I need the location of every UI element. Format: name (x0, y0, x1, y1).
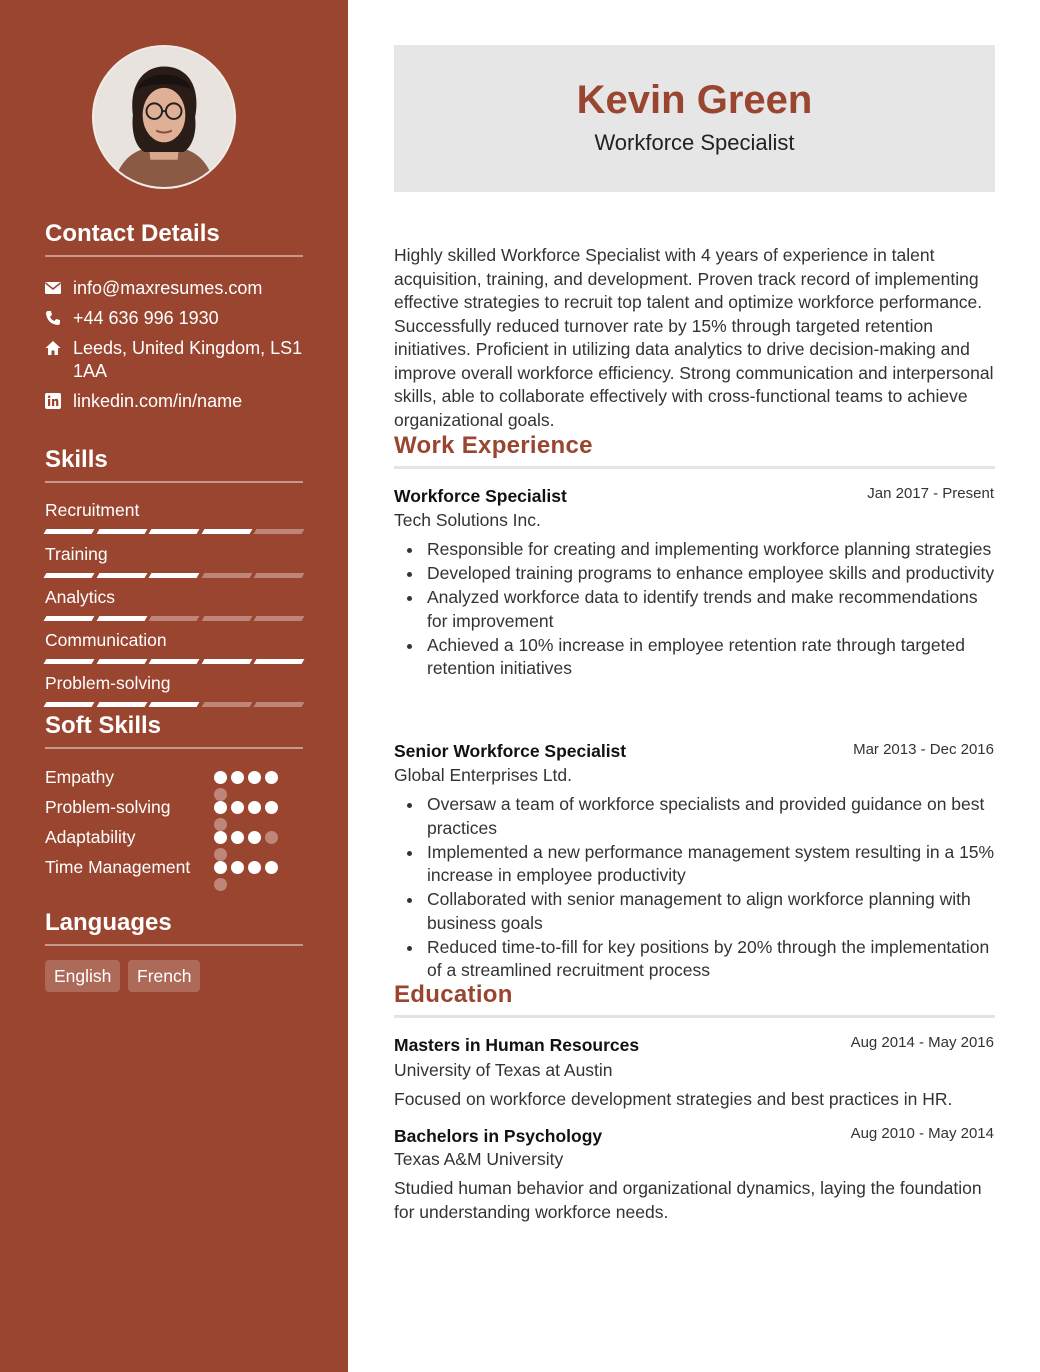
school-name: University of Texas at Austin (394, 1060, 613, 1080)
rating-dot (214, 861, 227, 874)
skill-level-segment (149, 702, 199, 707)
rating-dot (231, 861, 244, 874)
job-bullet: Developed training programs to enhance employee skills and productivity (394, 562, 995, 586)
skill-level-segment (44, 573, 94, 578)
degree-title: Masters in Human Resources (394, 1035, 640, 1055)
soft-skill-row (45, 796, 305, 819)
skill-level-segment (201, 573, 251, 578)
languages-heading: Languages (45, 910, 303, 946)
contact-email[interactable] (45, 277, 305, 300)
degree-dates: Aug 2010 - May 2014 (850, 1125, 994, 1142)
skill-level-segment (96, 659, 146, 664)
home-icon (45, 337, 73, 356)
work-experience-heading: Work Experience (394, 433, 995, 469)
job-dates: Jan 2017 - Present (867, 485, 994, 502)
soft-skill-name: Problem-solving (45, 797, 171, 817)
soft-skill-name: Empathy (45, 767, 115, 787)
language-badge-french: French (128, 960, 200, 992)
rating-dot (265, 831, 278, 844)
skill-level-segment (254, 573, 304, 578)
skill-level-segment (149, 573, 199, 578)
skill-level-segment (254, 616, 304, 621)
skill-level-segment (149, 529, 199, 534)
skill-level-segment (96, 702, 146, 707)
skill-name: Recruitment (45, 500, 140, 520)
skill-name: Problem-solving (45, 673, 171, 693)
skill-name: Communication (45, 630, 167, 650)
profile-photo (92, 45, 236, 189)
skill-level-bar (45, 529, 303, 534)
address-text: Leeds, United Kingdom, LS1 1AA (73, 338, 303, 381)
rating-dot (214, 831, 227, 844)
job-company: Tech Solutions Inc. (394, 510, 541, 530)
skill-level-bar (45, 659, 303, 664)
soft-skill-row (45, 826, 305, 849)
skill-level-segment (201, 702, 251, 707)
name-header (394, 45, 995, 192)
linkedin-text: linkedin.com/in/name (73, 391, 243, 411)
rating-dot (214, 878, 227, 891)
degree-description: Focused on workforce development strategies and best practices in HR. (394, 1089, 953, 1109)
soft-skill-row (45, 856, 305, 879)
rating-dot (248, 771, 261, 784)
phone-icon (45, 307, 73, 326)
soft-skills-heading: Soft Skills (45, 713, 303, 749)
contact-address (45, 337, 305, 383)
job-bullet: Responsible for creating and implementing workforce planning strategies (394, 538, 995, 562)
contact-phone[interactable] (45, 307, 305, 330)
summary-text: Highly skilled Workforce Specialist with 4 years of experience in talent acquisition, training, and development. Proven track record of implementing effective strategies to recruit top talent and optimize workforce performance. Successfully reduced turnover rate by 15% through targeted retention initiatives. Proficient in utilizing data analytics to drive decision-making and improve overall workforce efficiency. Strong communication and interpersonal skills, able to collaborate effectively with cross-functional teams to achieve organizational goals. (394, 245, 994, 430)
job-bullet: Reduced time-to-fill for key positions by 20% through the implementation of a streamlined recruitment process (394, 936, 995, 983)
skill-level-segment (44, 529, 94, 534)
skill-level-segment (96, 529, 146, 534)
candidate-role: Workforce Specialist (594, 130, 795, 155)
skill-level-segment (201, 659, 251, 664)
job-company: Global Enterprises Ltd. (394, 765, 573, 785)
skill-level-segment (96, 616, 146, 621)
job-title: Senior Workforce Specialist (394, 741, 627, 761)
rating-dot (214, 771, 227, 784)
skill-level-segment (254, 529, 304, 534)
rating-dot (248, 861, 261, 874)
rating-dot (265, 801, 278, 814)
soft-skill-rating (214, 861, 290, 891)
rating-dot (248, 831, 261, 844)
skill-level-bar (45, 616, 303, 621)
skill-level-segment (44, 616, 94, 621)
degree-title: Bachelors in Psychology (394, 1126, 603, 1146)
job-bullets (394, 538, 995, 681)
skill-level-segment (254, 659, 304, 664)
skill-level-segment (201, 529, 251, 534)
school-name: Texas A&M University (394, 1149, 564, 1169)
soft-skill-name: Adaptability (45, 827, 136, 847)
language-badge-english: English (45, 960, 120, 992)
skill-level-segment (96, 573, 146, 578)
contact-heading: Contact Details (45, 221, 303, 257)
candidate-name: Kevin Green (576, 78, 813, 122)
skill-name: Analytics (45, 587, 116, 607)
rating-dot (248, 801, 261, 814)
job-bullet: Analyzed workforce data to identify trends and make recommendations for improvement (394, 586, 995, 633)
job-bullet: Implemented a new performance management system resulting in a 15% increase in employee productivity (394, 841, 995, 888)
linkedin-icon (45, 390, 73, 409)
rating-dot (231, 831, 244, 844)
job-bullet: Achieved a 10% increase in employee retention rate through targeted retention initiatives (394, 634, 995, 681)
job-bullet: Oversaw a team of workforce specialists and provided guidance on best practices (394, 793, 995, 840)
skill-level-bar (45, 573, 303, 578)
skill-level-segment (44, 659, 94, 664)
email-text: info@maxresumes.com (73, 278, 263, 298)
person-photo-icon (94, 47, 234, 187)
education-heading: Education (394, 982, 995, 1018)
skill-level-segment (44, 702, 94, 707)
job-dates: Mar 2013 - Dec 2016 (853, 741, 994, 758)
contact-linkedin[interactable] (45, 390, 305, 413)
skill-level-segment (149, 659, 199, 664)
phone-text: +44 636 996 1930 (73, 308, 219, 328)
rating-dot (231, 771, 244, 784)
envelope-icon (45, 277, 73, 296)
job-bullet: Collaborated with senior management to align workforce planning with business goals (394, 888, 995, 935)
job-bullets (394, 793, 995, 983)
degree-dates: Aug 2014 - May 2016 (850, 1034, 994, 1051)
soft-skill-row (45, 766, 305, 789)
skill-level-segment (201, 616, 251, 621)
skills-heading: Skills (45, 447, 303, 483)
rating-dot (231, 801, 244, 814)
skill-level-segment (149, 616, 199, 621)
rating-dot (265, 771, 278, 784)
soft-skill-name: Time Management (45, 857, 191, 877)
sidebar (0, 0, 348, 1372)
skill-level-bar (45, 702, 303, 707)
skill-level-segment (254, 702, 304, 707)
rating-dot (214, 801, 227, 814)
job-title: Workforce Specialist (394, 486, 567, 506)
degree-description: Studied human behavior and organizational dynamics, laying the foundation for understanding workforce needs. (394, 1178, 982, 1222)
rating-dot (265, 861, 278, 874)
skill-name: Training (45, 544, 108, 564)
